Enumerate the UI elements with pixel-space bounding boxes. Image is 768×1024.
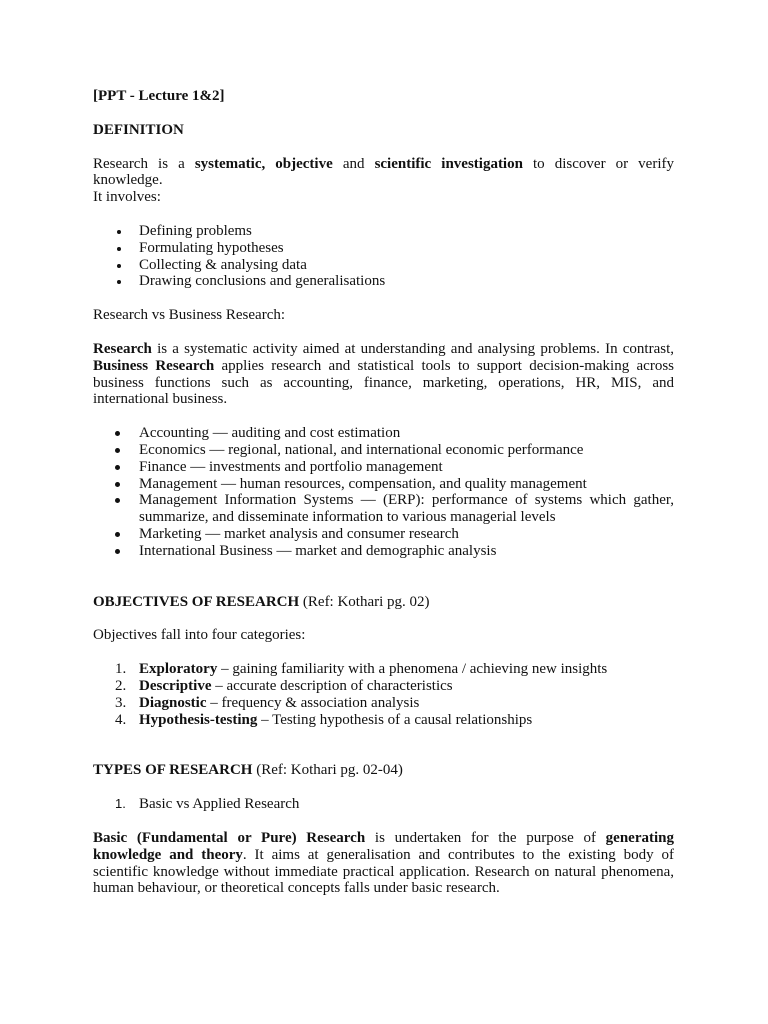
- document-page: [93, 88, 674, 897]
- involves-list: [93, 223, 674, 290]
- list-item: 2. Descriptive – accurate description of characteristics: [115, 677, 453, 694]
- list-item: Management Information Systems — (ERP): performance of systems which gather, summarize, and disseminate information to various managerial levels: [93, 492, 674, 526]
- objectives-heading: OBJECTIVES OF RESEARCH (Ref: Kothari pg. 02): [93, 593, 430, 610]
- list-item: Finance — investments and portfolio management: [93, 459, 674, 476]
- list-item: Formulating hypotheses: [93, 240, 674, 257]
- list-item: International Business — market and demographic analysis: [93, 543, 674, 560]
- list-item: 4. Hypothesis-testing – Testing hypothesis of a causal relationships: [115, 711, 533, 728]
- list-item: Accounting — auditing and cost estimation: [93, 425, 674, 442]
- basic-research-paragraph: Basic (Fundamental or Pure) Research is undertaken for the purpose of generating knowledge and theory. It aims at generalisation and contributes to the existing body of scientific knowledge without immediate practical application. Research on natural phenomena, human behaviour, or theoretical concepts falls under basic research.: [93, 829, 674, 897]
- definition-heading: DEFINITION: [93, 121, 184, 138]
- list-item: 1. Basic vs Applied Research: [115, 796, 300, 813]
- list-item: Marketing — market analysis and consumer research: [93, 526, 674, 543]
- list-item: Drawing conclusions and generalisations: [93, 273, 674, 290]
- list-item: 3. Diagnostic – frequency & association analysis: [115, 694, 420, 711]
- definition-paragraph: Research is a systematic, objective and scientific investigation to discover or verify knowledge.: [93, 155, 674, 189]
- lecture-header: [PPT - Lecture 1&2]: [93, 88, 225, 104]
- list-item: Defining problems: [93, 223, 674, 240]
- comparison-heading: Research vs Business Research:: [93, 307, 286, 324]
- types-heading: TYPES OF RESEARCH (Ref: Kothari pg. 02-04): [93, 762, 403, 779]
- types-list: [93, 796, 674, 813]
- involves-line: It involves:: [93, 189, 161, 206]
- business-functions-list: [93, 425, 674, 559]
- list-item: Economics — regional, national, and international economic performance: [93, 442, 674, 459]
- objectives-intro: Objectives fall into four categories:: [93, 627, 306, 644]
- list-item: 1. Exploratory – gaining familiarity with a phenomena / achieving new insights: [115, 661, 608, 678]
- list-item: Collecting & analysing data: [93, 257, 674, 274]
- objectives-list: [93, 661, 674, 728]
- list-item: Management — human resources, compensation, and quality management: [93, 476, 674, 493]
- comparison-paragraph: Research is a systematic activity aimed at understanding and analysing problems. In contrast, Business Research applies research and statistical tools to support decision-making across business functions such as accounting, finance, marketing, operations, HR, MIS, and international business.: [93, 340, 674, 408]
